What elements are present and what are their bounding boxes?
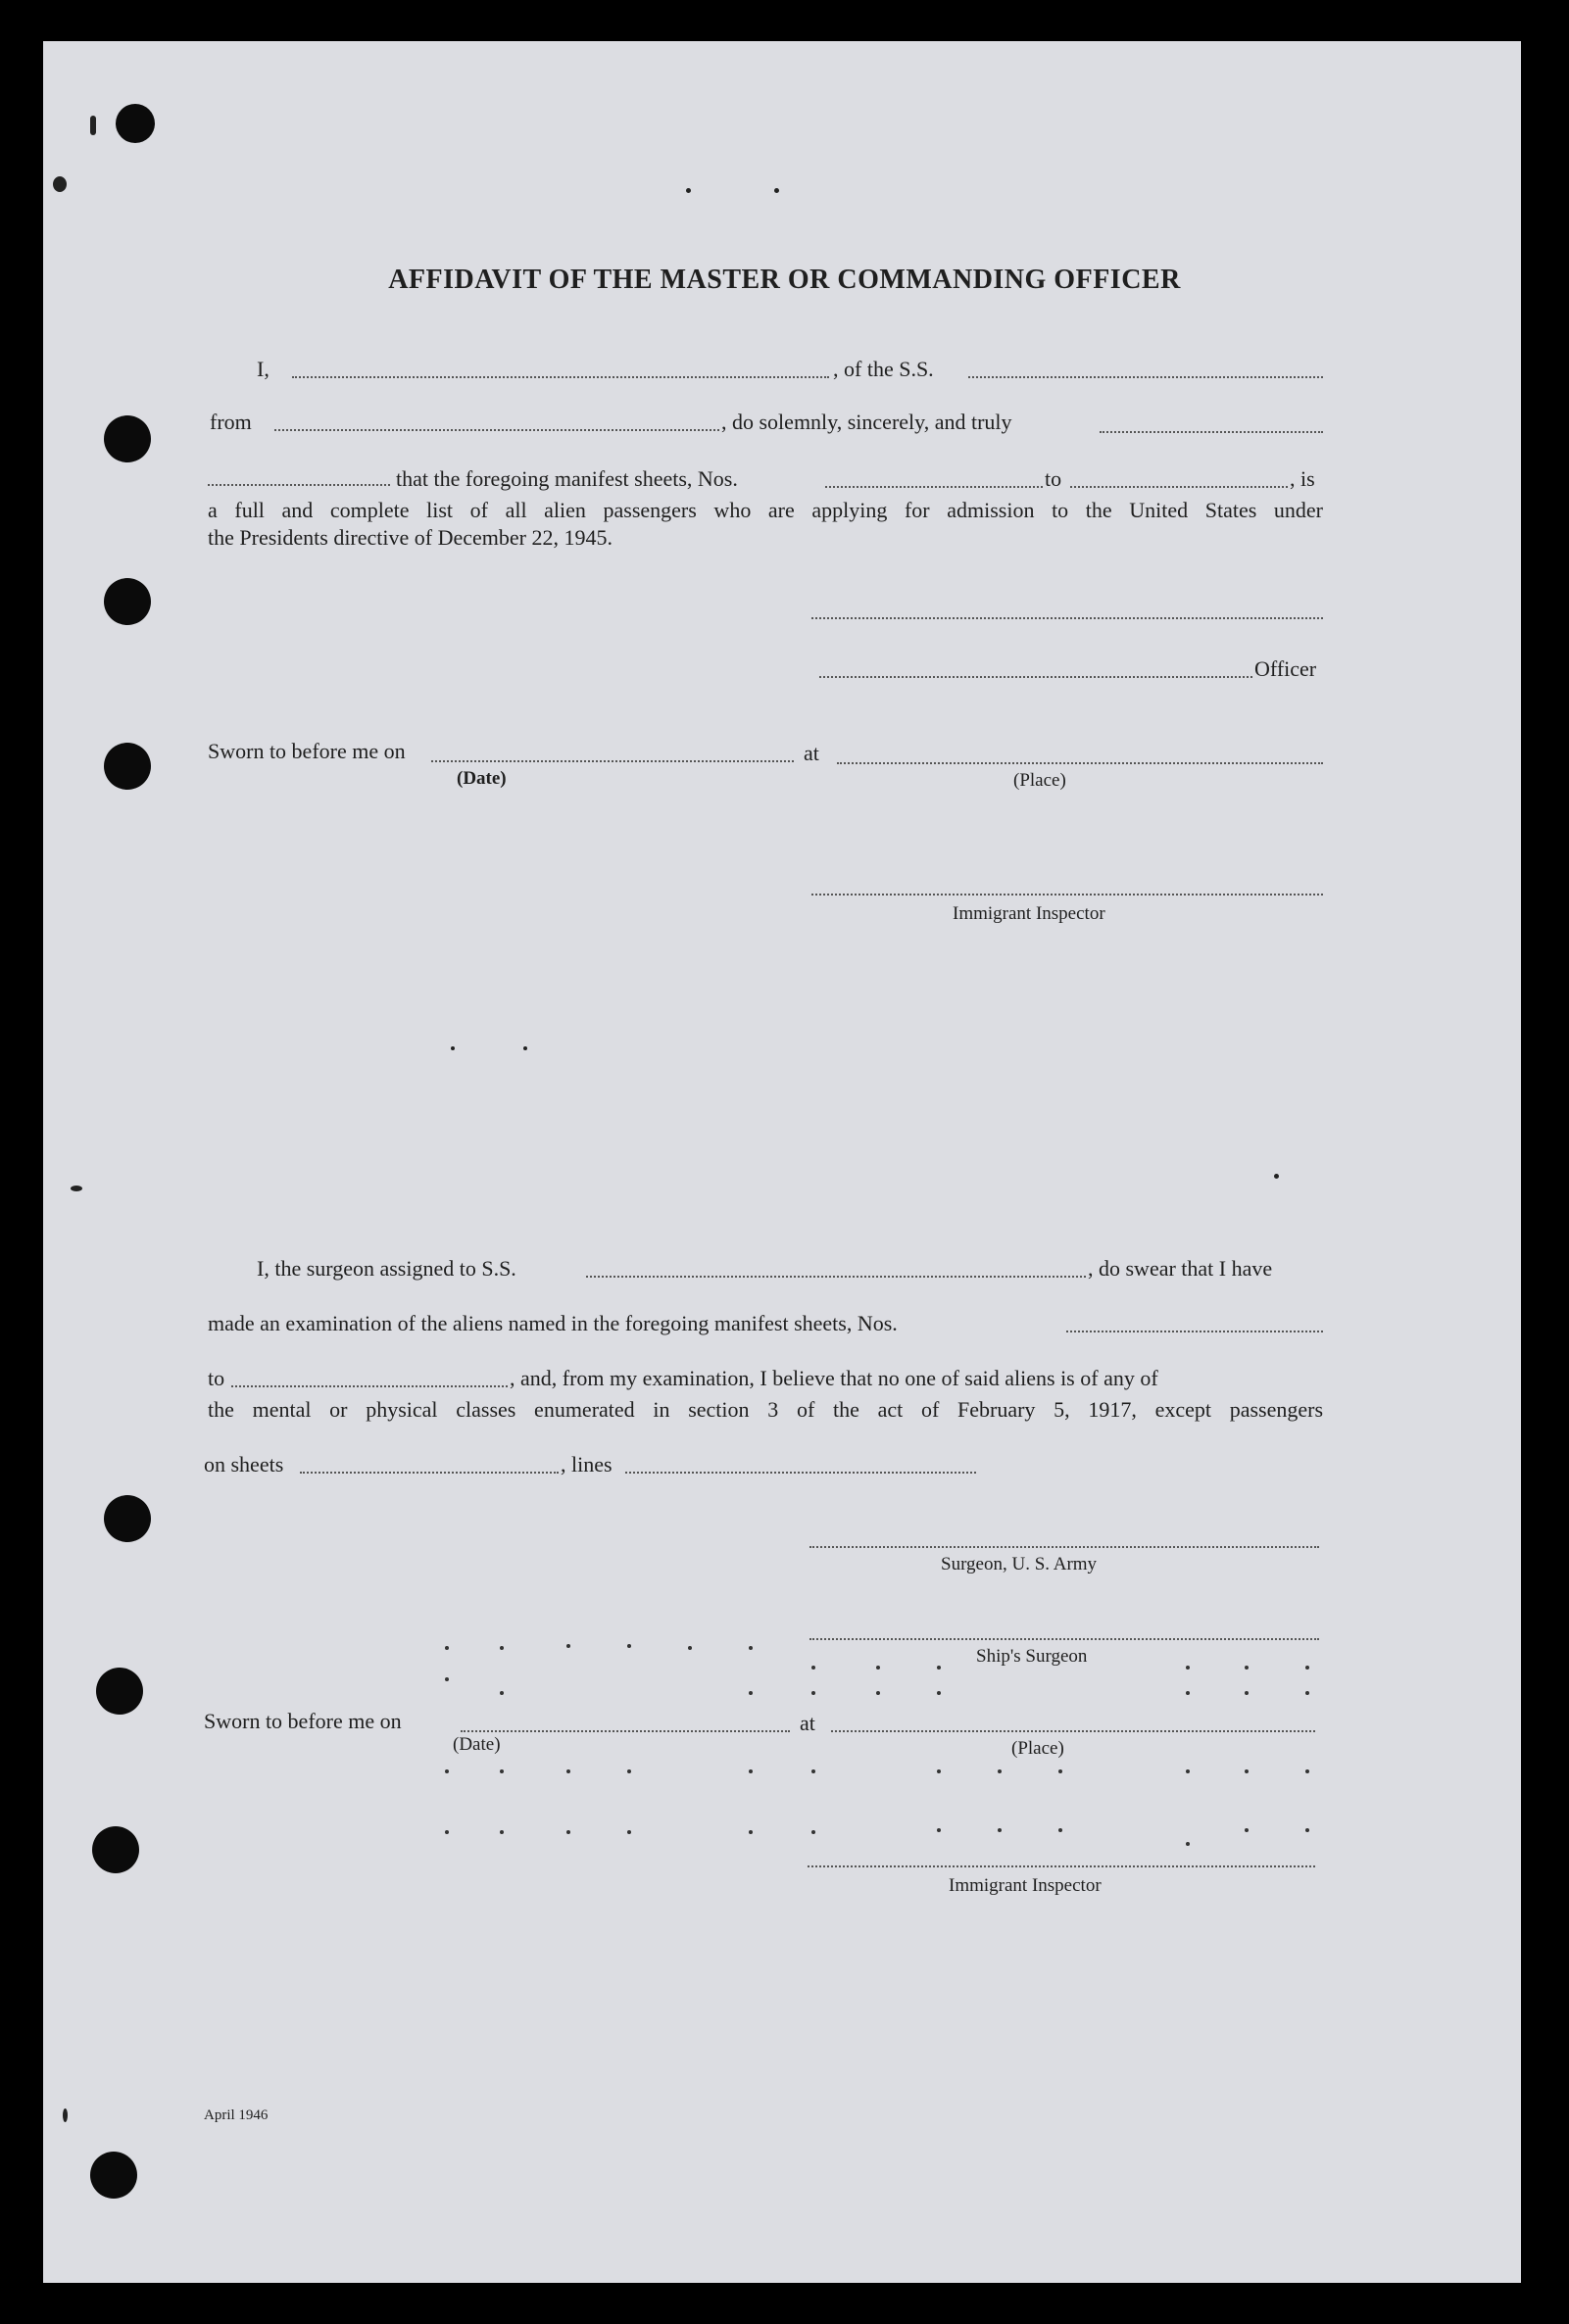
surgeon-line3-prefix: to [208, 1366, 225, 1390]
master-signature-line[interactable] [811, 617, 1323, 619]
surgeon-sworn-label: Sworn to before me on [204, 1709, 402, 1733]
bleed-dot [937, 1828, 941, 1832]
surgeon-line5-prefix: on sheets [204, 1452, 284, 1477]
bleed-dot [1305, 1691, 1309, 1695]
speck [90, 116, 96, 135]
punch-hole [104, 743, 151, 790]
bleed-dot [1058, 1769, 1062, 1773]
surgeon-excepted-lines-field[interactable] [625, 1472, 976, 1474]
bleed-dot [1305, 1769, 1309, 1773]
oath-prefix-field[interactable] [208, 484, 390, 486]
officer-label: Officer [1254, 656, 1317, 681]
bleed-dot [500, 1830, 504, 1834]
sheets-to-field[interactable] [1070, 486, 1288, 488]
bleed-dot [688, 1646, 692, 1650]
speck [71, 1186, 82, 1191]
officer-signature-line[interactable] [819, 676, 1252, 678]
speck [1274, 1174, 1279, 1179]
master-line2-mid: , do solemnly, sincerely, and truly [721, 410, 1012, 434]
bleed-dot [445, 1677, 449, 1681]
bleed-dot [1186, 1842, 1190, 1846]
bleed-dot [627, 1644, 631, 1648]
surgeon-sheets-to-field[interactable] [231, 1385, 508, 1387]
master-line4: a full and complete list of all alien passengers who are applying for admission to the United States under [208, 498, 1323, 522]
speck [523, 1046, 527, 1050]
surgeon-excepted-sheets-field[interactable] [300, 1472, 559, 1474]
surgeon-line5-mid: , lines [561, 1452, 613, 1477]
port-from-field[interactable] [274, 429, 719, 431]
bleed-dot [1058, 1828, 1062, 1832]
ship-surgeon-label: Ship's Surgeon [976, 1646, 1088, 1667]
surgeon-ship-field[interactable] [586, 1276, 1086, 1278]
speck [63, 2108, 68, 2122]
bleed-dot [937, 1769, 941, 1773]
bleed-dot [937, 1666, 941, 1670]
master-line1-mid: , of the S.S. [833, 357, 934, 381]
bleed-dot [1245, 1691, 1249, 1695]
speck [451, 1046, 455, 1050]
surgeon-sworn-place-field[interactable] [831, 1730, 1315, 1732]
punch-hole [96, 1668, 143, 1715]
punch-hole [116, 104, 155, 143]
ship-name-field[interactable] [968, 376, 1323, 378]
bleed-dot [1186, 1666, 1190, 1670]
bleed-dot [500, 1769, 504, 1773]
speck [53, 176, 67, 192]
sheets-from-field[interactable] [825, 486, 1043, 488]
master-sworn-place-field[interactable] [837, 762, 1323, 764]
bleed-dot [500, 1691, 504, 1695]
bleed-dot [566, 1769, 570, 1773]
punch-hole [90, 2152, 137, 2199]
bleed-dot [1245, 1828, 1249, 1832]
master-line3-mid: that the foregoing manifest sheets, Nos. [396, 466, 738, 491]
ship-surgeon-signature-line[interactable] [809, 1638, 1319, 1640]
bleed-dot [445, 1646, 449, 1650]
bleed-dot [1186, 1769, 1190, 1773]
form-title: AFFIDAVIT OF THE MASTER OR COMMANDING OFFICER [388, 265, 1181, 295]
master-line1-prefix: I, [257, 357, 270, 381]
bleed-dot [1305, 1666, 1309, 1670]
army-surgeon-signature-line[interactable] [809, 1546, 1319, 1548]
bleed-dot [811, 1769, 815, 1773]
surgeon-line3-mid: , and, from my examination, I believe that no one of said aliens is of any of [510, 1366, 1158, 1390]
master-line3-end: , is [1290, 466, 1315, 491]
master-place-caption: (Place) [1013, 770, 1066, 791]
bleed-dot [566, 1644, 570, 1648]
bleed-dot [627, 1769, 631, 1773]
bleed-dot [749, 1646, 753, 1650]
punch-hole [92, 1826, 139, 1873]
surgeon-date-caption: (Date) [453, 1734, 501, 1755]
oath-word-field[interactable] [1100, 431, 1323, 433]
master-date-caption: (Date) [457, 768, 507, 789]
bleed-dot [445, 1769, 449, 1773]
bleed-dot [937, 1691, 941, 1695]
surgeon-line4: the mental or physical classes enumerated in section 3 of the act of February 5, 1917, except passengers [208, 1397, 1323, 1422]
bleed-dot [1305, 1828, 1309, 1832]
surgeon-sheets-from-field[interactable] [1066, 1331, 1323, 1332]
master-line3-to: to [1045, 466, 1062, 491]
form-revision-date: April 1946 [204, 2107, 269, 2123]
bleed-dot [749, 1769, 753, 1773]
surgeon-line2: made an examination of the aliens named in the foregoing manifest sheets, Nos. [208, 1311, 898, 1335]
master-inspector-label: Immigrant Inspector [953, 903, 1105, 924]
bleed-dot [811, 1691, 815, 1695]
master-inspector-line[interactable] [811, 894, 1323, 896]
master-line5: the Presidents directive of December 22, 1945. [208, 525, 613, 550]
bleed-dot [1186, 1691, 1190, 1695]
bleed-dot [998, 1828, 1002, 1832]
surgeon-at-label: at [800, 1711, 815, 1735]
master-name-field[interactable] [292, 376, 829, 378]
master-at-label: at [804, 741, 819, 765]
bleed-dot [1245, 1666, 1249, 1670]
master-sworn-label: Sworn to before me on [208, 739, 406, 763]
punch-hole [104, 1495, 151, 1542]
bleed-dot [749, 1691, 753, 1695]
surgeon-inspector-label: Immigrant Inspector [949, 1875, 1102, 1896]
bleed-dot [627, 1830, 631, 1834]
surgeon-place-caption: (Place) [1011, 1738, 1064, 1759]
bleed-dot [811, 1830, 815, 1834]
speck [686, 188, 691, 193]
speck [774, 188, 779, 193]
master-sworn-date-field[interactable] [431, 760, 794, 762]
master-line2-prefix: from [210, 410, 252, 434]
surgeon-inspector-line[interactable] [808, 1865, 1315, 1867]
bleed-dot [1245, 1769, 1249, 1773]
surgeon-line1-end: , do swear that I have [1088, 1256, 1273, 1281]
bleed-dot [566, 1830, 570, 1834]
punch-hole [104, 578, 151, 625]
bleed-dot [876, 1691, 880, 1695]
surgeon-line1-prefix: I, the surgeon assigned to S.S. [257, 1256, 516, 1281]
bleed-dot [998, 1769, 1002, 1773]
bleed-dot [445, 1830, 449, 1834]
surgeon-sworn-date-field[interactable] [461, 1730, 790, 1732]
army-surgeon-label: Surgeon, U. S. Army [941, 1554, 1098, 1574]
punch-hole [104, 415, 151, 462]
bleed-dot [749, 1830, 753, 1834]
bleed-dot [811, 1666, 815, 1670]
bleed-dot [876, 1666, 880, 1670]
bleed-dot [500, 1646, 504, 1650]
